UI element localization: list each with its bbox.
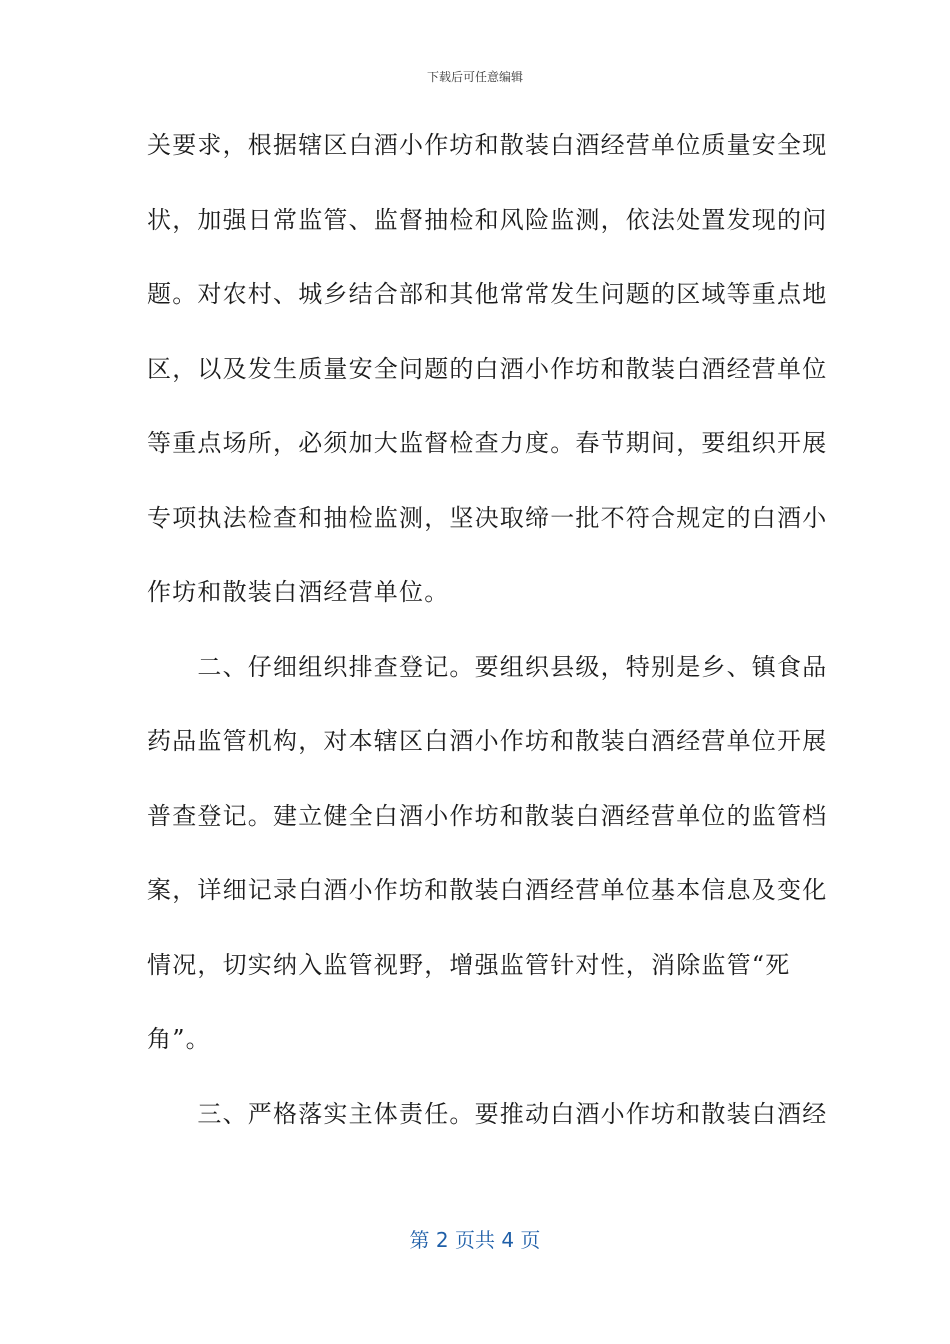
page-number-footer: 第 2 页共 4 页 [409, 1228, 541, 1252]
paragraph-heading-line: 二、仔细组织排查登记。要组织县级，特别是乡、镇食品 [147, 652, 828, 681]
text-line: 药品监管机构，对本辖区白酒小作坊和散装白酒经营单位开展 [147, 727, 828, 755]
paragraph-heading-line: 三、严格落实主体责任。要推动白酒小作坊和散装白酒经 [147, 1099, 828, 1128]
text-line: 情况，切实纳入监管视野，增强监管针对性，消除监管“死 [147, 950, 791, 979]
text-line: 普查登记。建立健全白酒小作坊和散装白酒经营单位的监管档 [147, 801, 828, 830]
text-line: 等重点场所，必须加大监督检查力度。春节期间，要组织开展 [147, 429, 828, 457]
text-line: 区，以及发生质量安全问题的白酒小作坊和散装白酒经营单位 [147, 354, 828, 383]
text-line: 状，加强日常监管、监督抽检和风险监测，依法处置发现的问 [147, 205, 828, 234]
text-line: 题。对农村、城乡结合部和其他常常发生问题的区域等重点地 [147, 280, 828, 308]
text-line: 作坊和散装白酒经营单位。 [147, 578, 450, 606]
text-line: 案，详细记录白酒小作坊和散装白酒经营单位基本信息及变化 [147, 876, 828, 904]
text-line: 角”。 [147, 1025, 211, 1053]
text-line: 关要求，根据辖区白酒小作坊和散装白酒经营单位质量安全现 [147, 131, 828, 159]
text-line: 专项执法检查和抽检监测，坚决取缔一批不符合规定的白酒小 [147, 503, 828, 532]
document-body [147, 120, 828, 1163]
header-note: 下载后可任意编辑 [426, 70, 523, 84]
